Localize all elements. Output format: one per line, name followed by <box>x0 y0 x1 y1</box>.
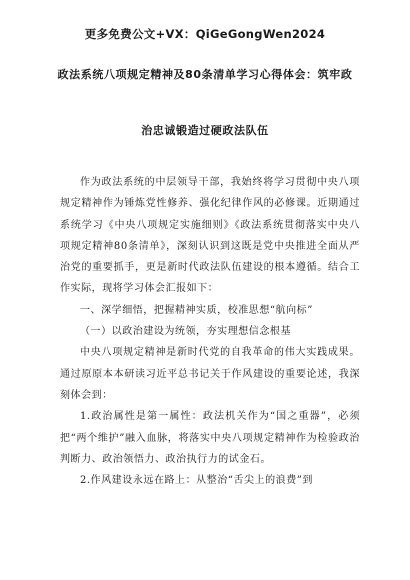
numbered-point-1: 1.政治属性是第一属性：政法机关作为“国之重器”，必须把“两个维护”融入血脉，将落实中央八项规定精神作为检验政治判断力、政治领悟力、政治执行力的试金石。 <box>60 411 360 465</box>
watermark-header: 更多免费公文+VX：QiGeGongWen2024 <box>84 27 326 41</box>
document-title-line-1: 政法系统八项规定精神及80条清单学习心得体会：筑牢政 <box>57 68 353 81</box>
body-paragraph: 中央八项规定精神是新时代党的自我革命的伟大实践成果。通过原原本本研读习近平总书记关于作风建设的重要论述，我深刻体会到： <box>60 347 360 401</box>
intro-paragraph: 作为政法系统的中层领导干部，我始终将学习贯彻中央八项规定精神作为锤炼党性修养、强化纪律作风的必修课。近期通过系统学习《中央八项规定实施细则》《政法系统贯彻落实中央八项规定精神80条清单》，深刻认识到这既是党中央推进全面从严治党的重要抓手，更是新时代政法队伍建设的根本遵循。结合工作实际，现将学习体会汇报如下： <box>60 177 360 295</box>
subsection-heading-1: （一）以政治建设为统领，夯实理想信念根基 <box>80 326 291 338</box>
document-body <box>60 172 360 491</box>
document-title-line-2: 治忠诚锻造过硬政法队伍 <box>141 124 269 137</box>
section-heading-1: 一、深学细悟，把握精神实质，校准思想“航向标” <box>80 304 313 316</box>
numbered-point-2: 2.作风建设永远在路上：从整治“舌尖上的浪费”到 <box>80 475 313 487</box>
